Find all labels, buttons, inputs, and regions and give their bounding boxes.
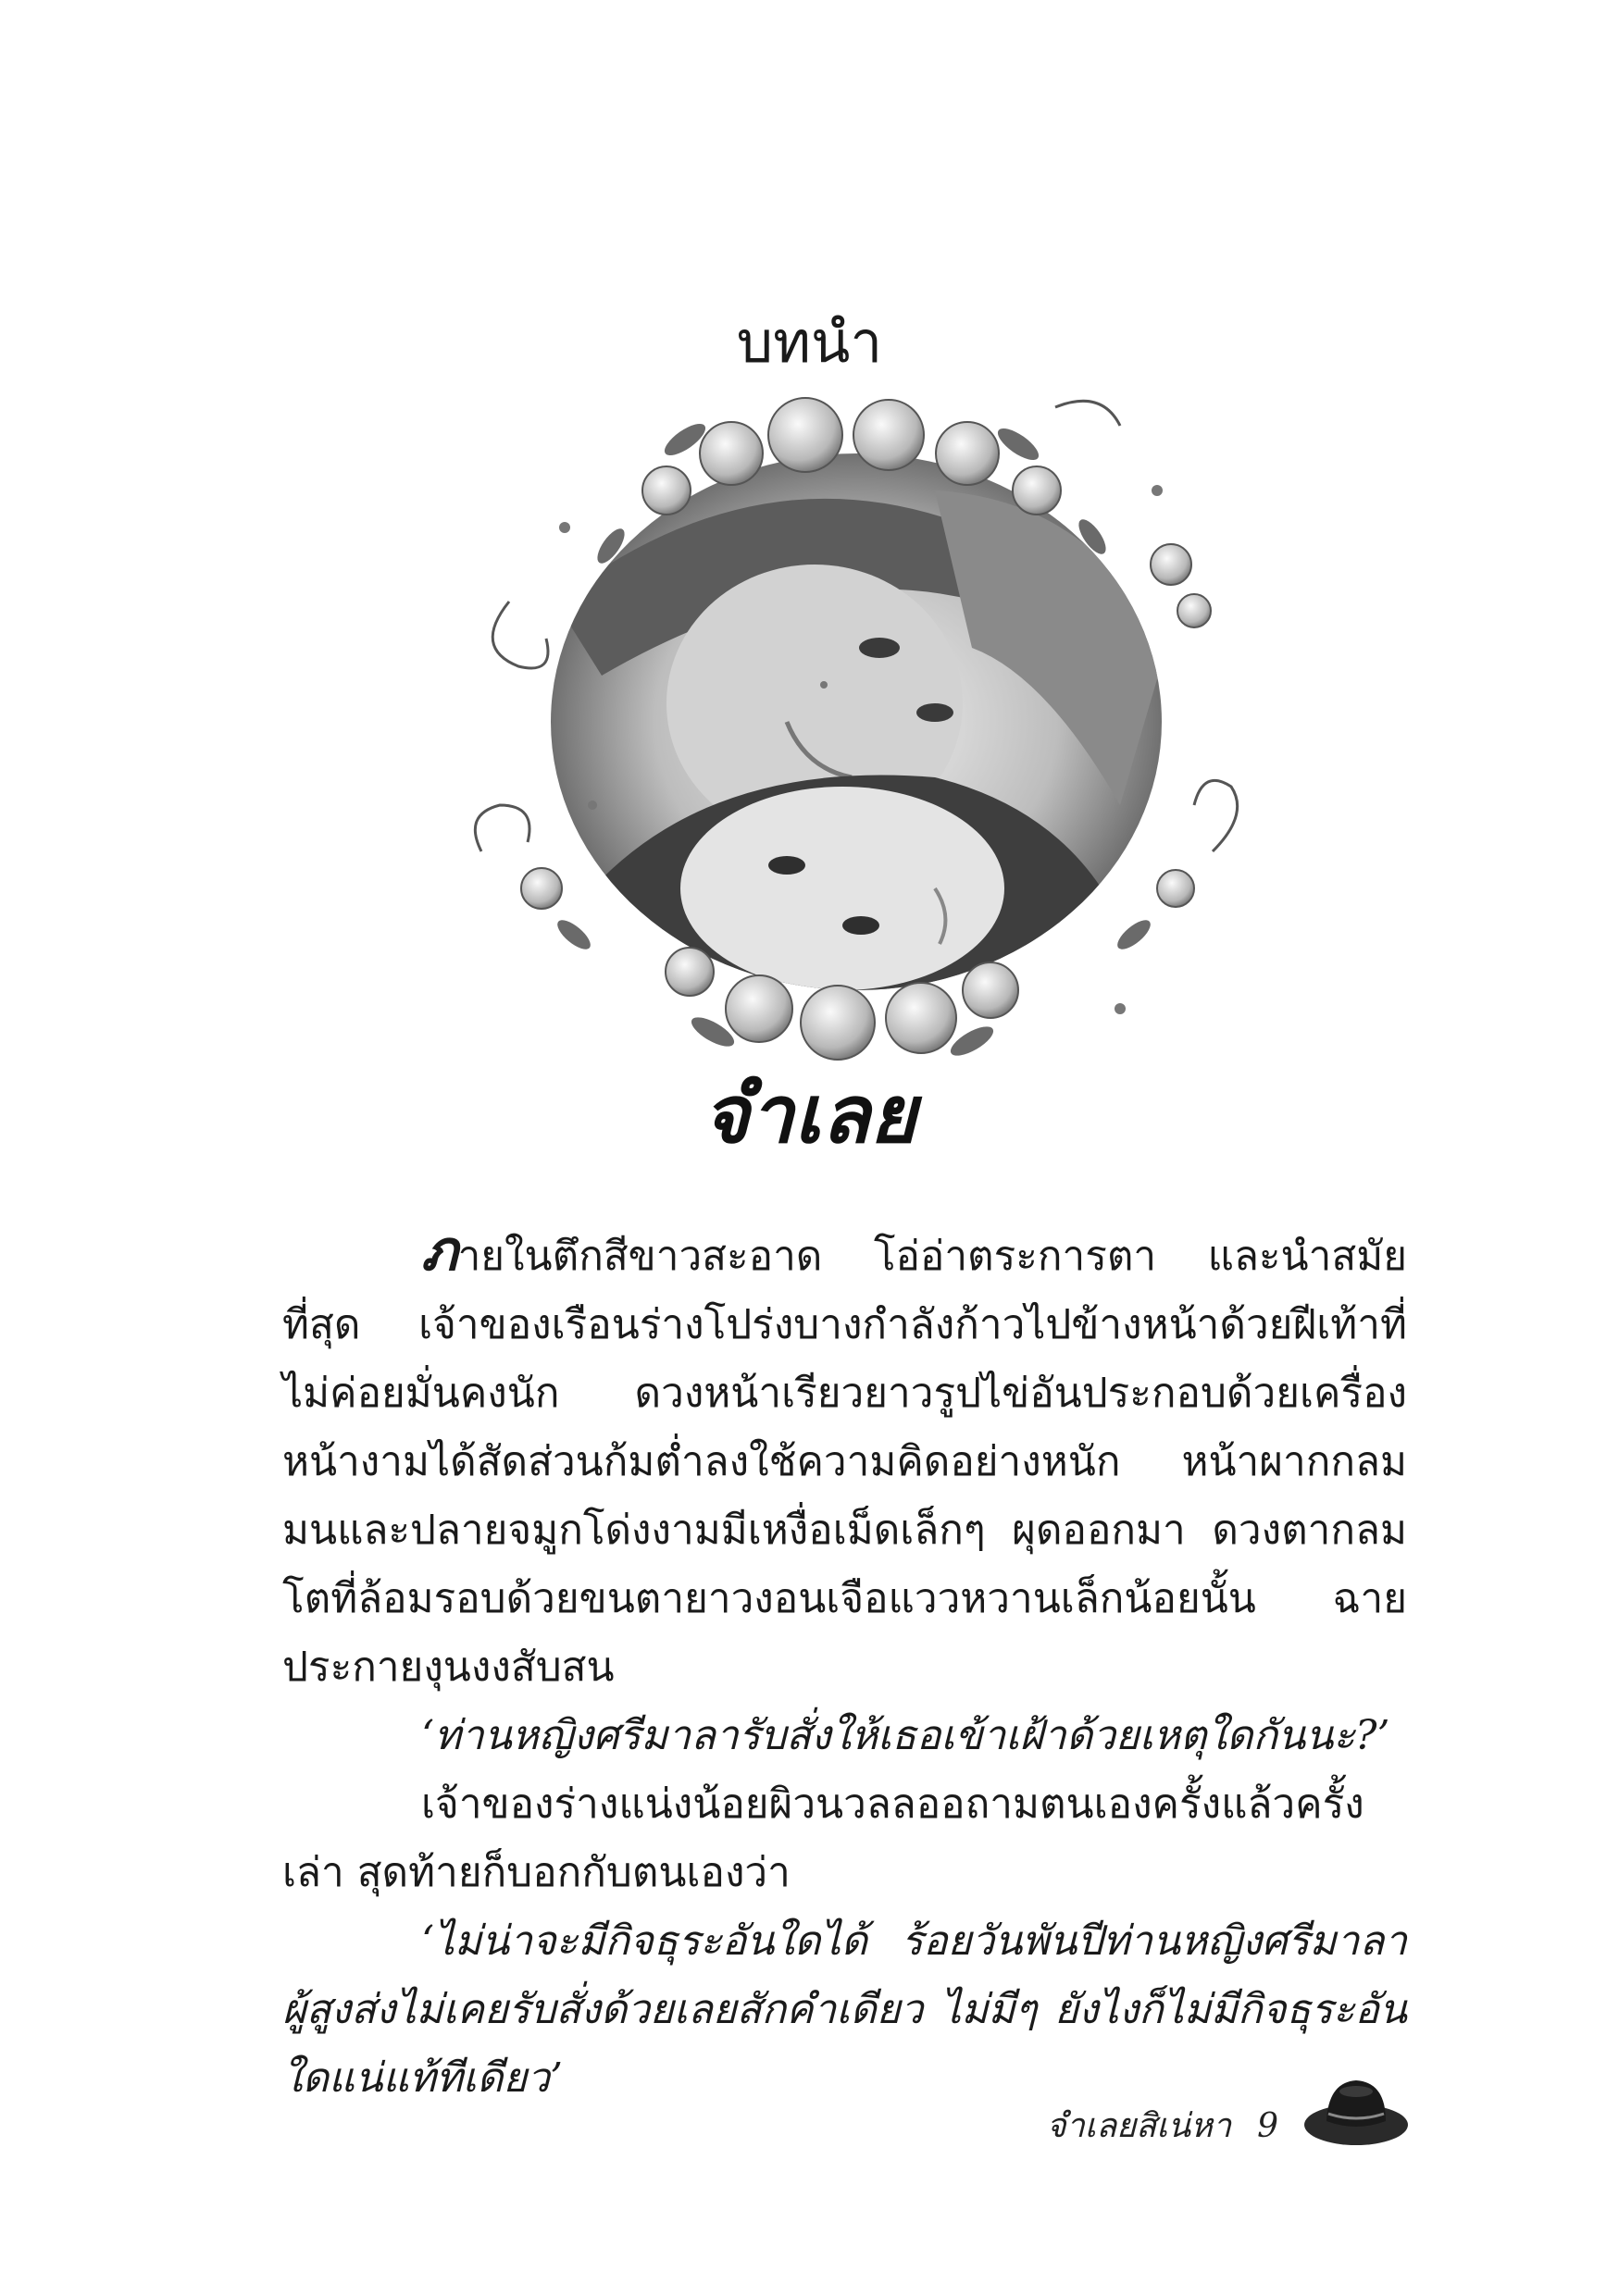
chapter-title: จำเลย (702, 1068, 917, 1161)
paragraph-2: ‘ท่านหญิงศรีมาลารับสั่งให้เธอเข้าเฝ้าด้วยเหตุใดกันนะ?’ (421, 1712, 1390, 1759)
paragraph-4: ‘ไม่น่าจะมีกิจธุระอันใดได้ ร้อยวันพันปีท่านหญิงศรีมาลาผู้สูงส่งไม่เคยรับสั่งด้วยเลยสักคำเดียว ไม่มีๆ ยังไงก็ไม่มีกิจธุระอันใดแน่แท้ทีเดียว’ (282, 1917, 1407, 2102)
cowboy-hat-icon (1301, 2064, 1412, 2156)
page-footer (1046, 2099, 1278, 2154)
paragraph-1-text: ายในตึกสีขาวสะอาด โอ่อ่าตระการตา และนำสมัยที่สุด เจ้าของเรือนร่างโปร่งบางกำลังก้าวไปข้างหน้าด้วยฝีเท้าที่ไม่ค่อยมั่นคงนัก ดวงหน้าเรียวยาวรูปไข่อันประกอบด้วยเครื่องหน้างามได้สัดส่วนก้มต่ำลงใช้ความคิดอย่างหนัก หน้าผากกลมมนและปลายจมูกโด่งงามมีเหงื่อเม็ดเล็กๆ ผุดออกมา ดวงตากลมโตที่ล้อมรอบด้วยขนตายาวงอนเจือแววหวานเล็กน้อยนั้น ฉายประกายงุนงงสับสน (282, 1233, 1407, 1691)
paragraph-3: เจ้าของร่างแน่งน้อยผิวนวลลออถามตนเองครั้งแล้วครั้งเล่า สุดท้ายก็บอกกับตนเองว่า (282, 1781, 1364, 1896)
drop-cap: ภ (421, 1219, 458, 1284)
prologue-heading: บทนำ (736, 308, 883, 376)
paragraph-1 (282, 1217, 1407, 1702)
body-text (282, 1217, 1407, 2113)
couple-portrait-illustration (454, 370, 1259, 1074)
footer-book-title: จำเลยสิเน่หา (1046, 2107, 1232, 2145)
page-number: 9 (1257, 2107, 1278, 2145)
